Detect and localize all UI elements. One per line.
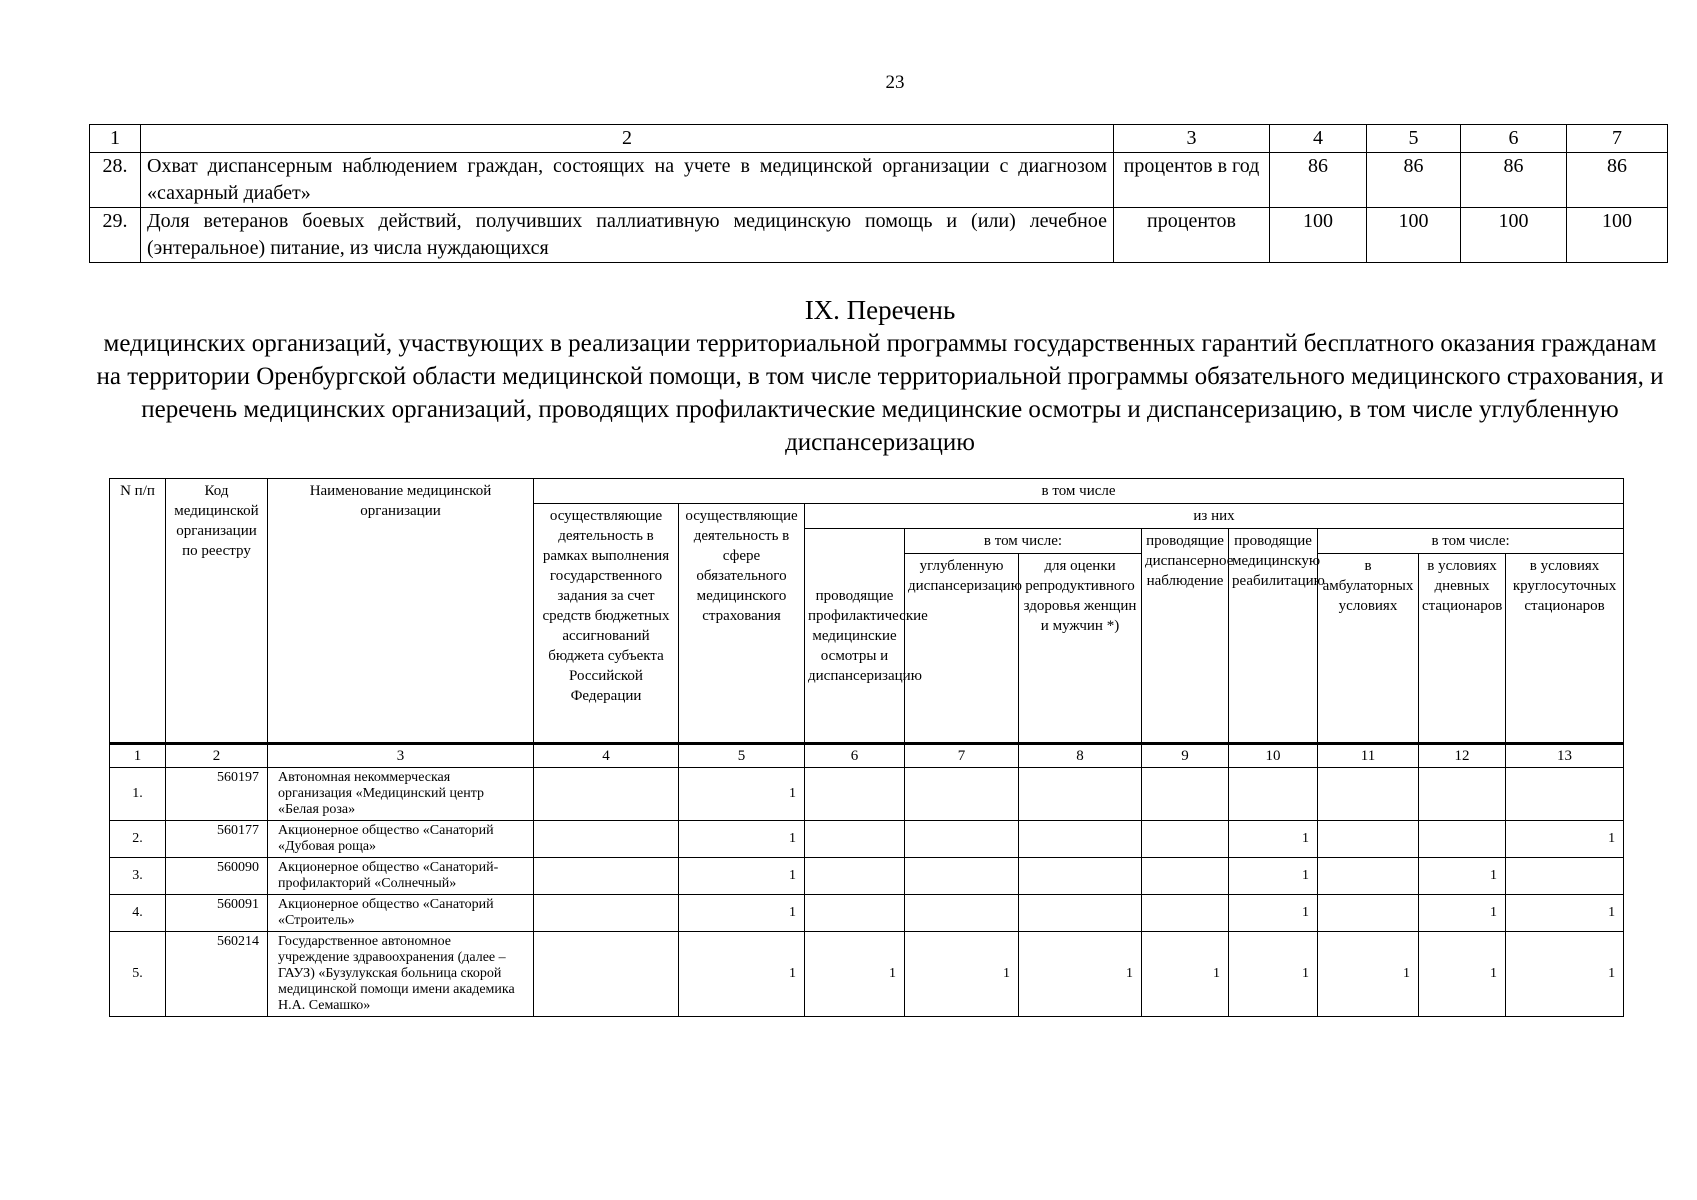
header-budget: осуществляющие деятельность в рамках выполнения государственного задания за счет средств бюджетных ассигнований бюджета субъекта Российской Федерации [534, 504, 679, 744]
col-number: 1 [110, 744, 166, 768]
header-of-them: из них [805, 504, 1624, 529]
table-row [110, 932, 1624, 1017]
table-row [110, 821, 1624, 858]
value: 100 [1270, 208, 1367, 263]
cell-c13: 1 [1506, 895, 1624, 932]
section-title: IX. Перечень [804, 295, 956, 325]
cell-c8: 1 [1019, 932, 1142, 1017]
col-number: 3 [268, 744, 534, 768]
cell-c10: 1 [1229, 858, 1318, 895]
value: 100 [1461, 208, 1567, 263]
indicators-table [89, 124, 1668, 263]
header-repro: для оценки репродуктивного здоровья женщин и мужчин *) [1019, 554, 1142, 744]
header-including: в том числе [534, 479, 1624, 504]
org-code: 560214 [166, 932, 268, 1017]
table-row [110, 895, 1624, 932]
col-number: 12 [1419, 744, 1506, 768]
cell-c13: 1 [1506, 932, 1624, 1017]
cell-c11: 1 [1318, 932, 1419, 1017]
cell-c5: 1 [679, 932, 805, 1017]
cell-c11 [1318, 895, 1419, 932]
row-number: 29. [90, 208, 141, 263]
cell-c8 [1019, 768, 1142, 821]
cell-c13 [1506, 768, 1624, 821]
cell-c7 [905, 858, 1019, 895]
cell-c13 [1506, 858, 1624, 895]
col-number: 9 [1142, 744, 1229, 768]
col-number: 11 [1318, 744, 1419, 768]
indicator-text: Охват диспансерным наблюдением граждан, состоящих на учете в медицинской организации с диагнозом «сахарный диабет» [141, 153, 1114, 208]
header-day: в условиях дневных стационаров [1419, 554, 1506, 744]
org-name: Акционерное общество «Санаторий «Дубовая роща» [268, 821, 534, 858]
cell-c10: 1 [1229, 895, 1318, 932]
cell-c6 [805, 858, 905, 895]
cell-c9 [1142, 858, 1229, 895]
cell-c9 [1142, 821, 1229, 858]
cell-c9 [1142, 895, 1229, 932]
col-header: 1 [90, 125, 141, 153]
col-header: 4 [1270, 125, 1367, 153]
header-code: Код медицинской организации по реестру [166, 479, 268, 744]
header-rehab: проводящие медицинскую реабилитацию [1229, 529, 1318, 744]
row-number: 28. [90, 153, 141, 208]
header-name: Наименование медицинской организации [268, 479, 534, 744]
col-number: 6 [805, 744, 905, 768]
cell-c4 [534, 858, 679, 895]
header-n: N п/п [110, 479, 166, 744]
cell-c12: 1 [1419, 895, 1506, 932]
cell-c7 [905, 821, 1019, 858]
header-round: в условиях круглосуточных стационаров [1506, 554, 1624, 744]
org-name: Акционерное общество «Санаторий-профилакторий «Солнечный» [268, 858, 534, 895]
cell-c9: 1 [1142, 932, 1229, 1017]
cell-c12: 1 [1419, 932, 1506, 1017]
col-header: 5 [1367, 125, 1461, 153]
col-number: 7 [905, 744, 1019, 768]
col-header: 7 [1567, 125, 1668, 153]
cell-c12 [1419, 821, 1506, 858]
table-header-row [90, 125, 1668, 153]
cell-c7: 1 [905, 932, 1019, 1017]
cell-c6 [805, 821, 905, 858]
row-number: 1. [110, 768, 166, 821]
value: 100 [1567, 208, 1668, 263]
cell-c12 [1419, 768, 1506, 821]
col-number: 2 [166, 744, 268, 768]
section-subtitle: медицинских организаций, участвующих в реализации территориальной программы государственных гарантий бесплатного оказания гражданам на территории Оренбургской области медицинской помощи, в том числе территориальной программы обязательного медицинского страхования, и перечень медицинских организаций, проводящих профилактические медицинские осмотры и диспансеризацию, в том числе углубленную диспансеризацию [96, 330, 1664, 456]
org-code: 560197 [166, 768, 268, 821]
cell-c12: 1 [1419, 858, 1506, 895]
col-number: 4 [534, 744, 679, 768]
unit: процентов [1114, 208, 1270, 263]
page-number: 23 [885, 72, 905, 93]
cell-c7 [905, 895, 1019, 932]
cell-c4 [534, 768, 679, 821]
col-number: 13 [1506, 744, 1624, 768]
header-row [110, 479, 1624, 504]
cell-c8 [1019, 858, 1142, 895]
cell-c11 [1318, 858, 1419, 895]
col-header: 3 [1114, 125, 1270, 153]
org-name: Акционерное общество «Санаторий «Строитель» [268, 895, 534, 932]
table-row [90, 208, 1668, 263]
cell-c13: 1 [1506, 821, 1624, 858]
row-number: 2. [110, 821, 166, 858]
col-header: 6 [1461, 125, 1567, 153]
value: 86 [1567, 153, 1668, 208]
section-heading [90, 293, 1670, 459]
header-oms: осуществляющие деятельность в сфере обязательного медицинского страхования [679, 504, 805, 744]
col-header: 2 [141, 125, 1114, 153]
cell-c6: 1 [805, 932, 905, 1017]
header-prof: проводящие профилактические медицинские осмотры и диспансеризацию [805, 529, 905, 744]
unit: процентов в год [1114, 153, 1270, 208]
cell-c6 [805, 768, 905, 821]
cell-c4 [534, 895, 679, 932]
cell-c5: 1 [679, 821, 805, 858]
value: 86 [1367, 153, 1461, 208]
cell-c8 [1019, 895, 1142, 932]
cell-c4 [534, 932, 679, 1017]
cell-c7 [905, 768, 1019, 821]
table-row [90, 153, 1668, 208]
value: 86 [1270, 153, 1367, 208]
org-name: Автономная некоммерческая организация «Медицинский центр «Белая роза» [268, 768, 534, 821]
col-number: 10 [1229, 744, 1318, 768]
org-code: 560177 [166, 821, 268, 858]
org-code: 560090 [166, 858, 268, 895]
value: 100 [1367, 208, 1461, 263]
cell-c10: 1 [1229, 932, 1318, 1017]
org-name: Государственное автономное учреждение здравоохранения (далее – ГАУЗ) «Бузулукская больница скорой медицинской помощи имени академика Н.А. Семашко» [268, 932, 534, 1017]
col-number: 5 [679, 744, 805, 768]
cell-c5: 1 [679, 768, 805, 821]
table-row [110, 858, 1624, 895]
organizations-table [109, 478, 1624, 1017]
cell-c4 [534, 821, 679, 858]
header-including-3: в том числе: [1318, 529, 1624, 554]
row-number: 4. [110, 895, 166, 932]
cell-c8 [1019, 821, 1142, 858]
table-row [110, 768, 1624, 821]
column-numbers-row [110, 744, 1624, 768]
header-including-2: в том числе: [905, 529, 1142, 554]
cell-c11 [1318, 768, 1419, 821]
header-disp: проводящие диспансерное наблюдение [1142, 529, 1229, 744]
cell-c6 [805, 895, 905, 932]
row-number: 5. [110, 932, 166, 1017]
cell-c9 [1142, 768, 1229, 821]
header-deep: углубленную диспансеризацию [905, 554, 1019, 744]
cell-c5: 1 [679, 895, 805, 932]
header-amb: в амбулаторных условиях [1318, 554, 1419, 744]
org-code: 560091 [166, 895, 268, 932]
row-number: 3. [110, 858, 166, 895]
col-number: 8 [1019, 744, 1142, 768]
cell-c5: 1 [679, 858, 805, 895]
cell-c10: 1 [1229, 821, 1318, 858]
value: 86 [1461, 153, 1567, 208]
indicator-text: Доля ветеранов боевых действий, получивших паллиативную медицинскую помощь и (или) лечебное (энтеральное) питание, из числа нуждающихся [141, 208, 1114, 263]
cell-c10 [1229, 768, 1318, 821]
cell-c11 [1318, 821, 1419, 858]
